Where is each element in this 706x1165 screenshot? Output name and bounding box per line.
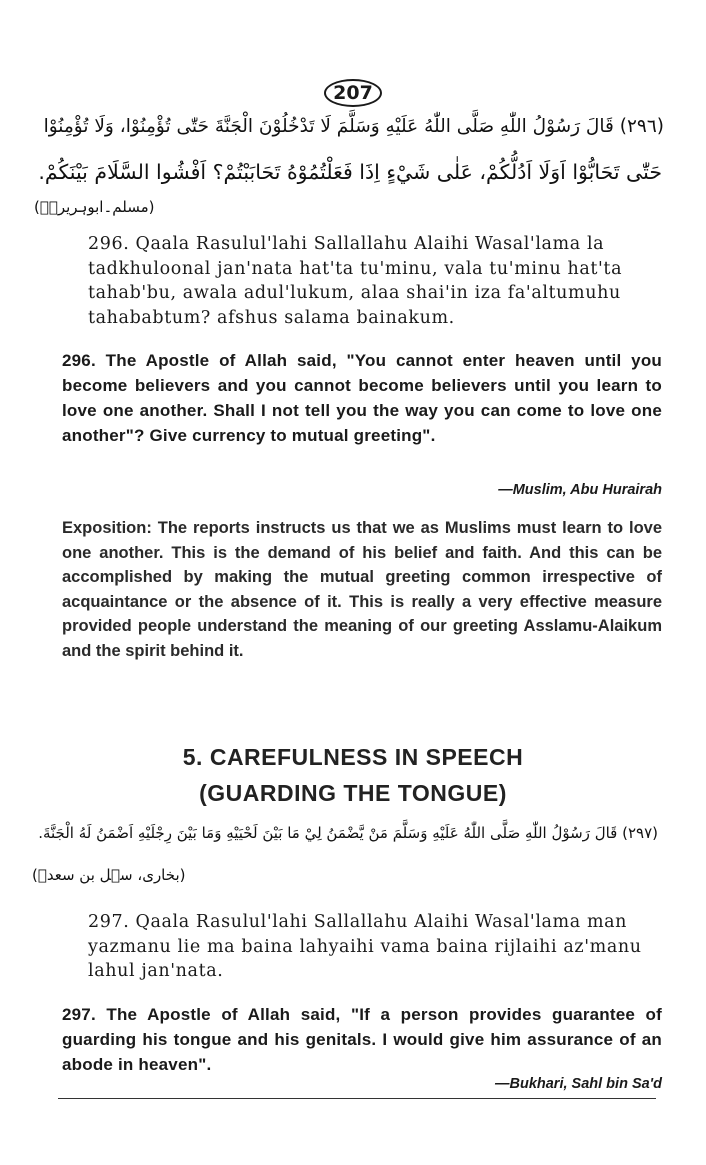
transliteration-line: 296. Qaala Rasulul'lahi Sallallahu Alaihi Wasal'lama la bbox=[88, 234, 605, 254]
hadith-296-transliteration bbox=[88, 232, 668, 330]
bottom-rule bbox=[58, 1098, 656, 1099]
hadith-296-source: —Muslim, Abu Hurairah bbox=[498, 482, 662, 498]
transliteration-line: tahab'bu, awala adul'lukum, alaa shai'in iza fa'altumuhu bbox=[88, 283, 621, 303]
transliteration-line: tahababtum? afshus salama bainakum. bbox=[88, 307, 455, 328]
exposition-label: Exposition: bbox=[62, 519, 152, 537]
hadith-297-source: —Bukhari, Sahl bin Sa'd bbox=[494, 1076, 662, 1092]
page-number-wrap bbox=[0, 79, 706, 107]
page-number: 207 bbox=[324, 79, 382, 107]
section-heading bbox=[0, 739, 706, 811]
hadith-296-arabic-reference: (مسلم۔ابوہریرۃؓ) bbox=[34, 198, 155, 216]
hadith-296-arabic-line2: حَتّٰى تَحَابُّوْا اَوَلَا اَدُلُّكُمْ، عَلٰى شَيْءٍ اِذَا فَعَلْتُمُوْهُ تَحَابَبْتُمْ؟ اَفْشُوا السَّلَامَ بَيْنَكُمْ. bbox=[38, 160, 662, 184]
hadith-296-arabic-line1: (٢٩٦) قَالَ رَسُوْلُ اللّٰهِ صَلَّى اللّٰهُ عَلَيْهِ وَسَلَّمَ لَا تَدْخُلُوْنَ الْجَنَّةَ حَتّٰى تُؤْمِنُوْا، وَلَا تُؤْمِنُوْا bbox=[43, 116, 664, 137]
transliteration-line: lahul jan'nata. bbox=[88, 961, 224, 981]
transliteration-line: 297. Qaala Rasulul'lahi Sallallahu Alaihi Wasal'lama man bbox=[88, 912, 628, 932]
hadith-297-arabic-reference: (بخاری، سہل بن سعدؓ) bbox=[32, 866, 186, 884]
hadith-296-translation: 296. The Apostle of Allah said, "You cannot enter heaven until you become believers and you cannot become believers until you learn to love one another. Shall I not tell you the way you can come to love one another"? Give currency to mutual greeting". bbox=[62, 351, 662, 445]
hadith-297-translation: 297. The Apostle of Allah said, "If a person provides guarantee of guarding his tongue and his genitals. I would give him assurance of an abode in heaven". bbox=[62, 1005, 662, 1074]
transliteration-line: tadkhuloonal jan'nata hat'ta tu'minu, vala tu'minu hat'ta bbox=[88, 258, 623, 279]
exposition-text: The reports instructs us that we as Muslims must learn to love one another. This is the demand of his belief and faith. And this can be accomplished by making the mutual greeting common irrespective of acquaintance or the absence of it. This is really a very effective measure provided people understand the meaning of our greeting Asslamu-Alaikum and the spirit behind it. bbox=[62, 519, 662, 660]
section-title: 5. CAREFULNESS IN SPEECH bbox=[182, 744, 524, 770]
section-subtitle: (GUARDING THE TONGUE) bbox=[199, 780, 507, 806]
hadith-297-transliteration bbox=[88, 910, 668, 984]
transliteration-line: yazmanu lie ma baina lahyaihi vama baina rijlaihi az'manu bbox=[88, 936, 642, 957]
hadith-297-arabic-line1: (٢٩٧) قَالَ رَسُوْلُ اللّٰهِ صَلَّى اللّٰهُ عَلَيْهِ وَسَلَّمَ مَنْ يَّضْمَنُ لِيْ مَا بَيْنَ لَحْيَيْهِ وَمَا بَيْنَ رِجْلَيْهِ اَضْمَنُ لَهُ الْجَنَّةَ. bbox=[38, 824, 658, 842]
exposition-paragraph bbox=[62, 516, 662, 663]
